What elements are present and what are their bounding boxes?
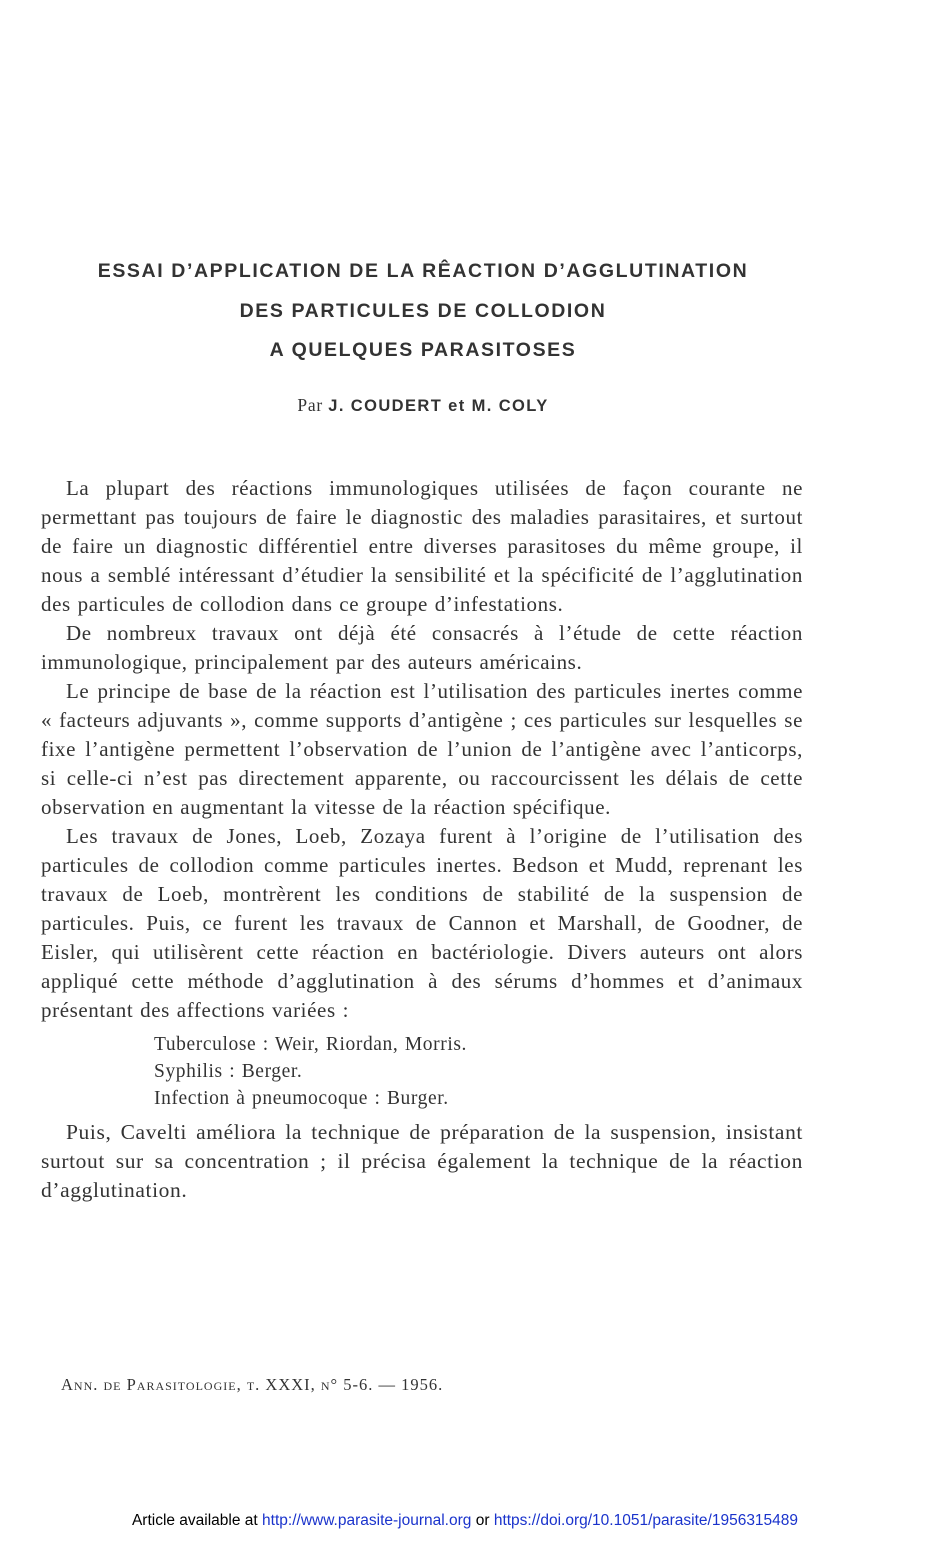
paragraph-4: Les travaux de Jones, Loeb, Zozaya furent à l’origine de l’utilisation des particules de collodion comme particules inertes. Bedson et Mudd, reprenant les travaux de Loeb, montrèrent les conditions de stabilité de la suspension de particules. Puis, ce furent les travaux de Cannon et Marshall, de Goodner, de Eisler, qui utilisèrent cette réaction en bactériologie. Divers auteurs ont alors appliqué cette méthode d’agglutination à des sérums d’hommes et d’animaux présentant des affections variées : (41, 824, 803, 1022)
title-line-1: ESSAI D’APPLICATION DE LA RÊACTION D’AGGLUTINATION (97, 260, 749, 282)
paragraph-1: La plupart des réactions immunologiques utilisées de façon courante ne permettant pas toujours de faire le diagnostic des maladies parasitaires, et surtout de faire un diagnostic différentiel entre diverses parasitoses du même groupe, il nous a semblé intéressant d’étudier la sensibilité et la spécificité de l’agglutination des particules de collodion dans ce groupe d’infestations. (41, 476, 803, 616)
list-item: Tuberculose : Weir, Riordan, Morris. (154, 1034, 468, 1055)
affections-list (154, 1031, 803, 1112)
footer-middle: or (475, 1512, 490, 1529)
byline (0, 395, 846, 416)
article-body (41, 474, 803, 1205)
article-title (0, 252, 846, 371)
paragraph-3: Le principe de base de la réaction est l’utilisation des particules inertes comme « facteurs adjuvants », comme supports d’antigène ; ces particules sur lesquelles se fixe l’antigène permettent l’observation de l’union de l’antigène avec l’anticorps, si celle-ci n’est pas directement apparente, ou raccourcissent les délais de cette observation en augmentant la vitesse de la réaction spécifique. (41, 679, 803, 819)
journal-reference: Ann. de Parasitologie, t. XXXI, n° 5-6. — 1956. (61, 1375, 444, 1394)
paragraph-5: Puis, Cavelti améliora la technique de préparation de la suspension, insistant surtout sur sa concentration ; il précisa également la technique de la réaction d’agglutination. (41, 1120, 803, 1202)
availability-footer (0, 1512, 930, 1530)
author-names: J. COUDERT et M. COLY (328, 397, 549, 415)
title-line-2: DES PARTICULES DE COLLODION (239, 299, 607, 322)
list-item: Syphilis : Berger. (154, 1061, 303, 1082)
paragraph-2: De nombreux travaux ont déjà été consacrés à l’étude de cette réaction immunologique, principalement par des auteurs américains. (41, 621, 803, 674)
footer-prefix: Article available at (131, 1512, 258, 1529)
byline-prefix: Par (297, 395, 324, 415)
doi-link[interactable]: https://doi.org/10.1051/parasite/1956315489 (493, 1512, 799, 1529)
list-item: Infection à pneumocoque : Burger. (154, 1088, 449, 1109)
title-line-3: A QUELQUES PARASITOSES (269, 339, 577, 361)
journal-link[interactable]: http://www.parasite-journal.org (262, 1512, 472, 1529)
